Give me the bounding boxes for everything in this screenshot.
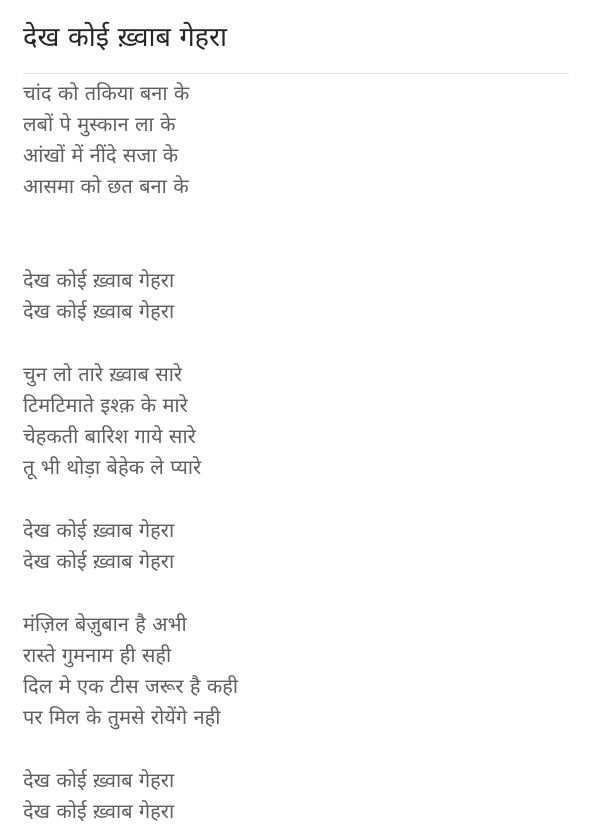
stanza-spacer [23, 577, 583, 609]
stanza-spacer [23, 483, 583, 515]
lyric-line: लबों पे मुस्कान ला के [23, 112, 176, 136]
stanza-chorus-1 [23, 265, 583, 327]
lyric-line: तू भी थोड़ा बेहेक ले प्यारे [23, 455, 202, 479]
stanza-spacer [23, 327, 583, 359]
lyric-line: देख कोई ख़्वाब गेहरा [23, 549, 175, 573]
lyric-line: रास्ते गुमनाम ही सही [23, 643, 172, 667]
stanza-chorus-3 [23, 765, 583, 827]
lyric-line: टिमटिमाते इश्क़ के मारे [23, 393, 188, 417]
lyric-line: मंज़िल बेज़ुबान है अभी [23, 612, 187, 636]
stanza-2 [23, 359, 583, 483]
stanza-1 [23, 78, 583, 202]
stanza-3 [23, 609, 583, 733]
lyrics-body [23, 78, 583, 827]
lyric-line: देख कोई ख़्वाब गेहरा [23, 799, 175, 823]
lyric-line: देख कोई ख़्वाब गेहरा [23, 768, 175, 792]
title-divider [23, 73, 569, 74]
lyric-line: आंखों में नींदे सजा के [23, 143, 179, 167]
lyric-line: चुन लो तारे ख़्वाब सारे [23, 362, 183, 386]
lyric-line: देख कोई ख़्वाब गेहरा [23, 268, 175, 292]
lyric-line: चेहकती बारिश गाये सारे [23, 424, 196, 448]
stanza-chorus-2 [23, 515, 583, 577]
lyric-line: देख कोई ख़्वाब गेहरा [23, 518, 175, 542]
lyric-line: पर मिल के तुमसे रोयेंगे नही [23, 705, 221, 729]
lyric-line: देख कोई ख़्वाब गेहरा [23, 299, 175, 323]
page-title: देख कोई ख़्वाब गेहरा [23, 22, 228, 53]
stanza-spacer [23, 202, 583, 265]
lyric-line: चांद को तकिया बना के [23, 81, 190, 105]
lyric-line: आसमा को छत बना के [23, 174, 189, 198]
lyric-line: दिल मे एक टीस जरूर है कही [23, 674, 239, 698]
stanza-spacer [23, 733, 583, 765]
